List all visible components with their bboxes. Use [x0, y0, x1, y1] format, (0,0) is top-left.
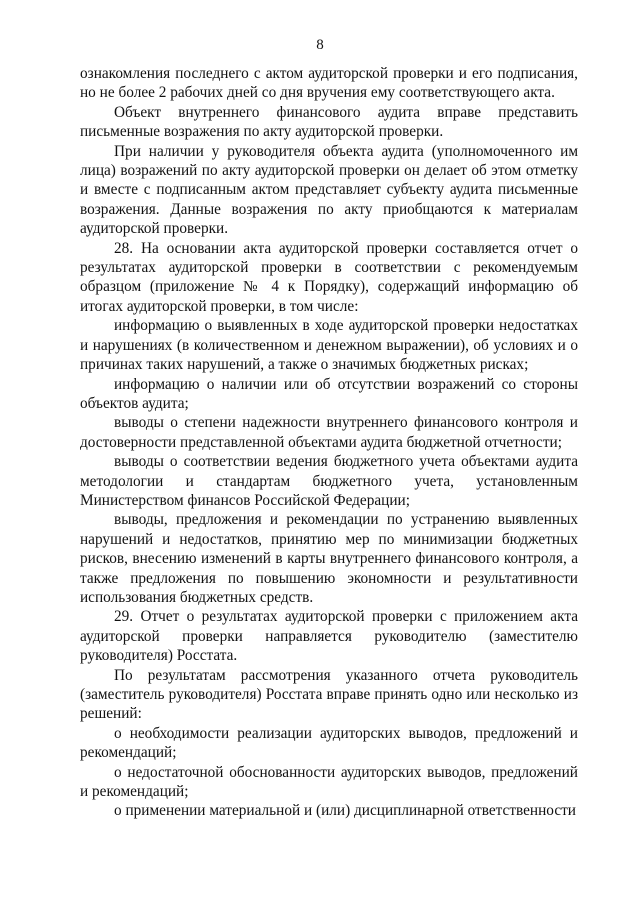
paragraph: информацию о наличии или об отсутствии возражений со стороны объектов аудита;: [80, 375, 578, 412]
paragraph: ознакомления последнего с актом аудиторской проверки и его подписания, но не более 2 рабочих дней со дня вручения ему соответствующего акта.: [80, 65, 578, 102]
paragraph: 28. На основании акта аудиторской проверки составляется отчет о результатах аудиторской проверки в соответствии с рекомендуемым образцом (приложение № 4 к Порядку), содержащий информацию об итогах аудиторской проверки, в том числе:: [80, 239, 578, 315]
paragraph: Объект внутреннего финансового аудита вправе представить письменные возражения по акту аудиторской проверки.: [80, 103, 578, 141]
paragraph: выводы о степени надежности внутреннего финансового контроля и достоверности представленной объектами аудита бюджетной отчетности;: [80, 414, 578, 451]
page-number: 8: [316, 37, 324, 53]
paragraph: По результатам рассмотрения указанного отчета руководитель (заместитель руководителя) Росстата вправе принять одно или несколько из решений:: [80, 666, 578, 723]
body-text: [80, 64, 578, 821]
paragraph: 29. Отчет о результатах аудиторской проверки с приложением акта аудиторской проверки направляется руководителю (заместителю руководителя) Росстата.: [80, 608, 578, 665]
paragraph: выводы, предложения и рекомендации по устранению выявленных нарушений и недостатков, принятию мер по минимизации бюджетных рисков, внесению изменений в карты внутреннего финансового контроля, а также предложения по повышению экономности и результативности использования бюджетных средств.: [80, 511, 578, 606]
paragraph: о применении материальной и (или) дисциплинарной ответственности: [114, 802, 576, 820]
paragraph: информацию о выявленных в ходе аудиторской проверки недостатках и нарушениях (в количественном и денежном выражении), об условиях и о причинах таких нарушений, а также о значимых бюджетных рисках;: [80, 317, 578, 374]
paragraph: о недостаточной обоснованности аудиторских выводов, предложений и рекомендаций;: [80, 763, 578, 801]
paragraph: о необходимости реализации аудиторских выводов, предложений и рекомендаций;: [80, 724, 578, 762]
paragraph: При наличии у руководителя объекта аудита (уполномоченного им лица) возражений по акту аудиторской проверки он делает об этом отметку и вместе с подписанным актом представляет субъекту аудита письменные возражения. Данные возражения по акту приобщаются к материалам аудиторской проверки.: [80, 142, 578, 238]
paragraph: выводы о соответствии ведения бюджетного учета объектами аудита методологии и стандартам бюджетного учета, установленным Министерством финансов Российской Федерации;: [80, 453, 578, 509]
